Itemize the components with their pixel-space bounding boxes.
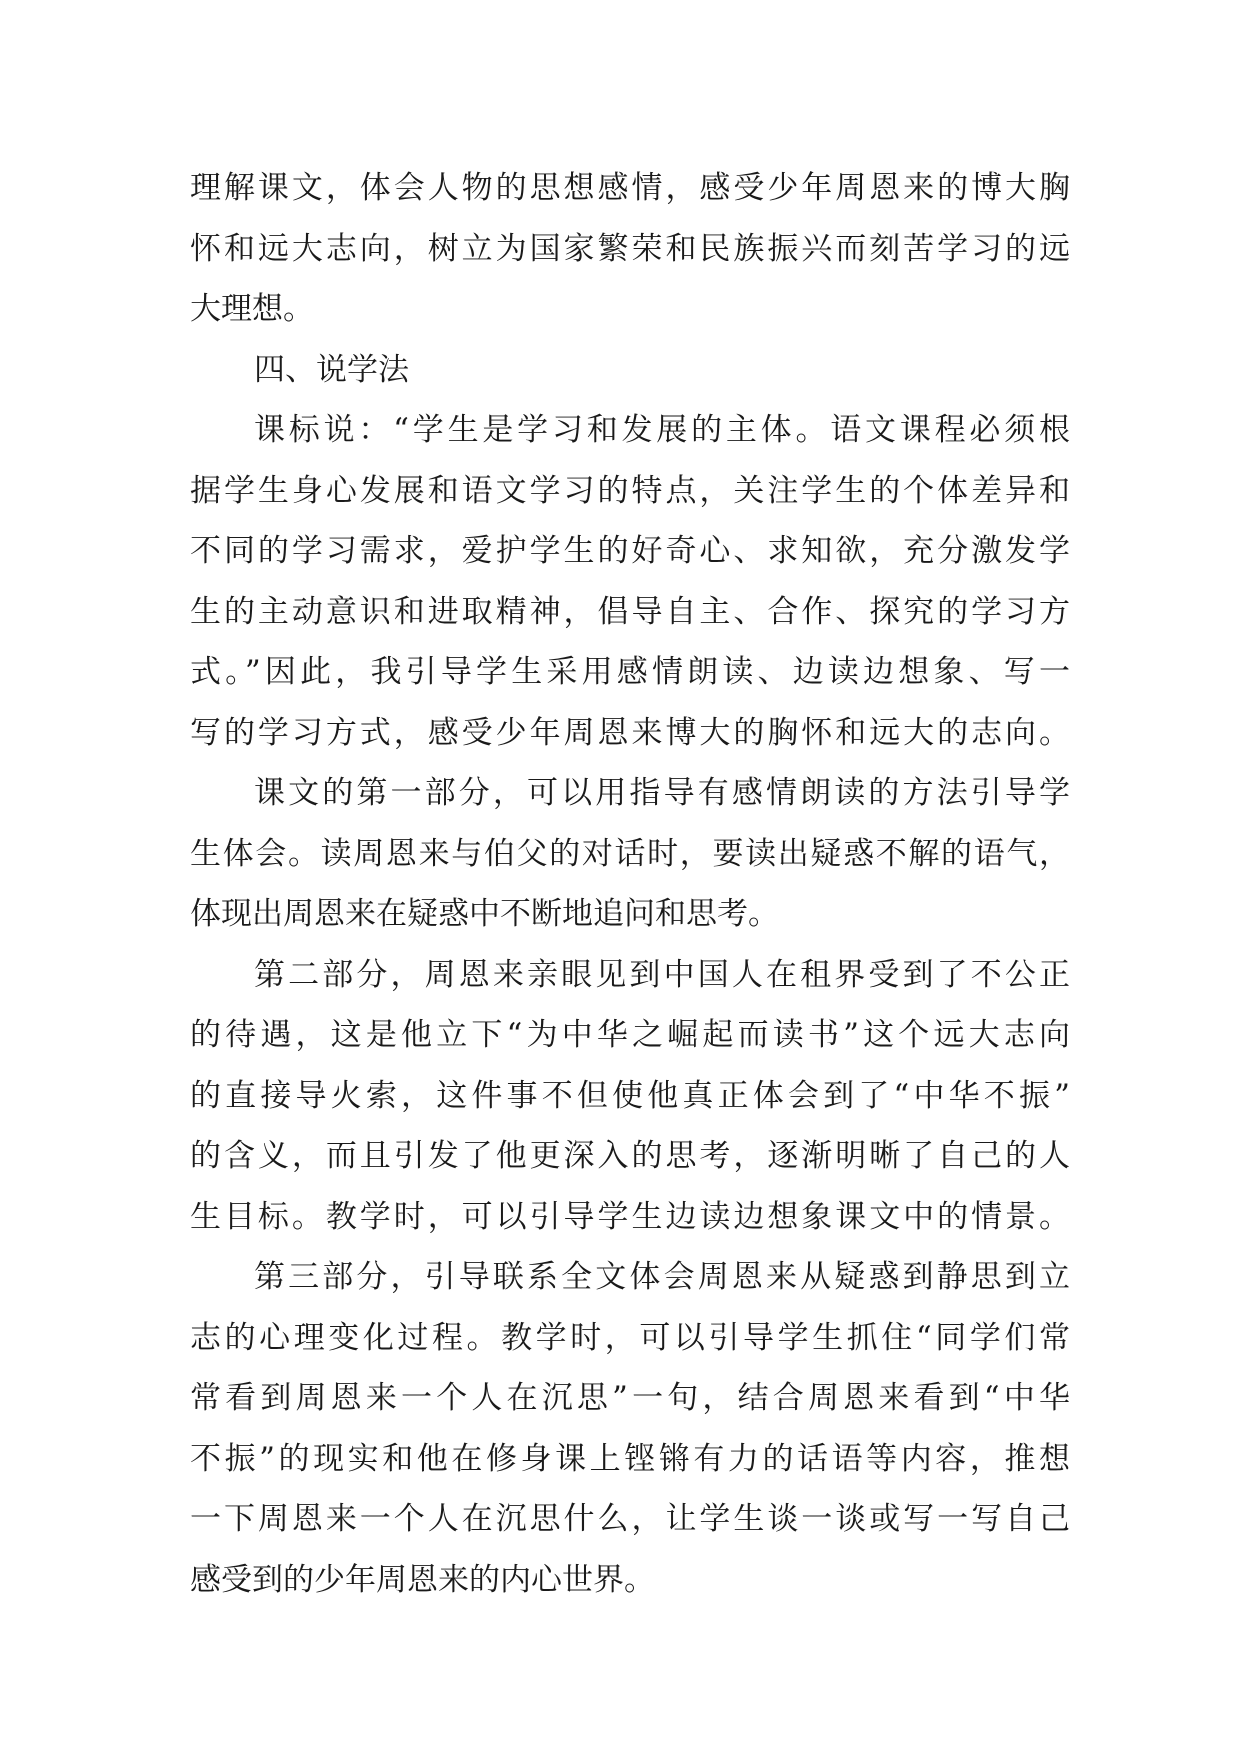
text-line: 据学生身心发展和语文学习的特点，关注学生的个体差异和 [190, 472, 1070, 509]
text-line: 第三部分，引导联系全文体会周恩来从疑惑到静思到立 [254, 1259, 1070, 1295]
text-line: 一下周恩来一个人在沉思什么，让学生谈一谈或写一写自己 [190, 1501, 1070, 1537]
text-line: 写的学习方式，感受少年周恩来博大的胸怀和远大的志向。 [190, 714, 1070, 751]
text-line: 课标说：“学生是学习和发展的主体。语文课程必须根 [254, 412, 1070, 448]
text-line: 生体会。读周恩来与伯父的对话时，要读出疑惑不解的语气， [190, 835, 1070, 872]
text-line: 式。”因此，我引导学生采用感情朗读、边读边想象、写一 [190, 654, 1070, 690]
text-line: 第二部分，周恩来亲眼见到中国人在租界受到了不公正 [254, 956, 1070, 993]
text-line: 理解课文，体会人物的思想感情，感受少年周恩来的博大胸 [190, 170, 1070, 206]
text-line: 大理想。 [190, 291, 314, 327]
text-line: 常看到周恩来一个人在沉思”一句，结合周恩来看到“中华 [190, 1380, 1070, 1416]
text-line: 课文的第一部分，可以用指导有感情朗读的方法引导学 [254, 775, 1070, 811]
section-heading: 四、说学法 [254, 351, 409, 388]
text-line: 的含义，而且引发了他更深入的思考，逐渐明晰了自己的人 [190, 1138, 1070, 1174]
text-line: 的直接导火索，这件事不但使他真正体会到了“中华不振” [190, 1077, 1070, 1114]
text-line: 志的心理变化过程。教学时，可以引导学生抓住“同学们常 [190, 1319, 1070, 1356]
text-line: 感受到的少年周恩来的内心世界。 [190, 1561, 655, 1598]
text-line: 体现出周恩来在疑惑中不断地追问和思考。 [190, 896, 779, 932]
text-line: 生的主动意识和进取精神，倡导自主、合作、探究的学习方 [190, 593, 1070, 630]
text-line: 怀和远大志向，树立为国家繁荣和民族振兴而刻苦学习的远 [190, 230, 1070, 267]
text-line: 不振”的现实和他在修身课上铿锵有力的话语等内容，推想 [190, 1440, 1070, 1477]
document-body [190, 158, 1070, 1610]
text-line: 不同的学习需求，爱护学生的好奇心、求知欲，充分激发学 [190, 533, 1070, 569]
text-line: 生目标。教学时，可以引导学生边读边想象课文中的情景。 [190, 1198, 1070, 1235]
text-line: 的待遇，这是他立下“为中华之崛起而读书”这个远大志向 [190, 1017, 1070, 1053]
